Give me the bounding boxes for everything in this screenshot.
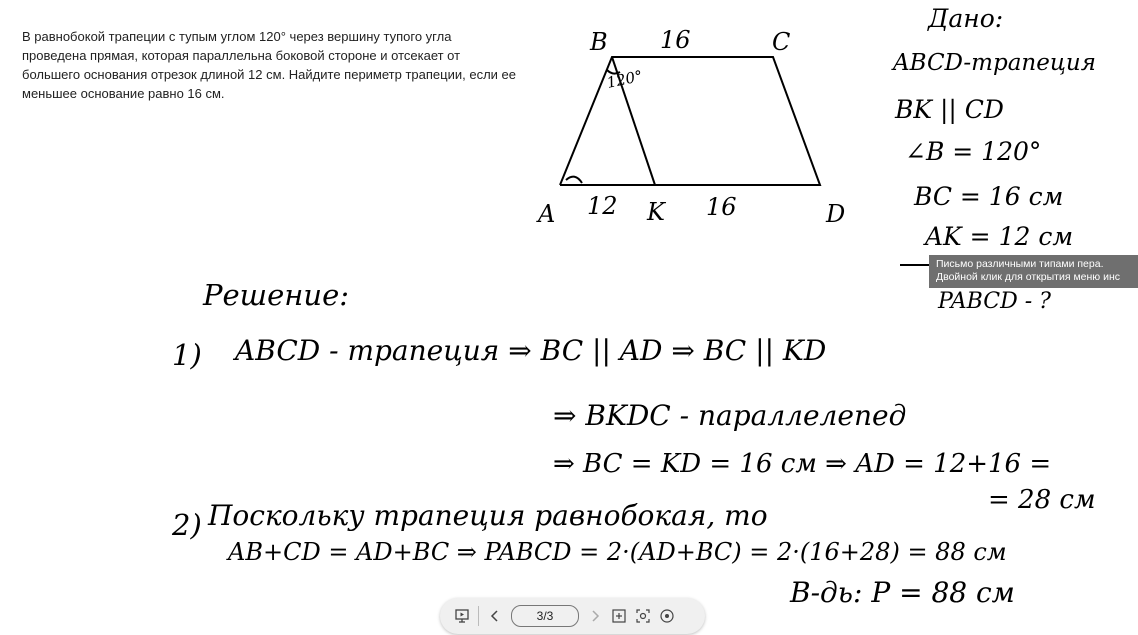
given-line-4: BC = 16 см xyxy=(914,182,1064,211)
next-page-icon[interactable] xyxy=(583,604,607,628)
step1-line-b: ⇒ BKDC - параллелепед xyxy=(553,399,907,432)
page-toolbar xyxy=(440,598,705,634)
trapezoid-figure xyxy=(560,57,820,185)
pointer-icon[interactable] xyxy=(655,604,679,628)
page-indicator[interactable]: 3/3 xyxy=(511,605,579,627)
problem-statement: В равнобокой трапеции с тупым углом 120° через вершину тупого угла проведена прямая, которая параллельна боковой стороне и отсекает от большего основания отрезок длиной 12 см. Найдите периметр трапеции, если ее меньшее основание равно 16 см. xyxy=(22,29,516,101)
label-b: B xyxy=(590,28,608,56)
presentation-icon[interactable] xyxy=(450,604,474,628)
given-line-5: AK = 12 см xyxy=(925,222,1074,251)
toolbar-divider xyxy=(478,606,479,626)
add-page-icon[interactable] xyxy=(607,604,631,628)
solution-title: Решение: xyxy=(203,278,350,312)
given-title: Дано: xyxy=(928,4,1004,33)
prev-page-icon[interactable] xyxy=(483,604,507,628)
label-kd-length: 16 xyxy=(706,193,737,221)
label-ak-length: 12 xyxy=(587,192,618,220)
given-line-3: ∠B = 120° xyxy=(905,137,1042,166)
given-line-6: PABCD - ? xyxy=(938,289,1051,314)
pen-tooltip xyxy=(929,255,1138,288)
step2-number: 2) xyxy=(172,508,202,542)
answer-line: В-дь: P = 88 см xyxy=(790,576,1015,609)
tooltip-line-2: Двойной клик для открытия меню инс xyxy=(936,271,1121,283)
tooltip-line-1: Письмо различными типами пера. xyxy=(936,258,1104,270)
label-c: C xyxy=(772,28,791,56)
given-line-2: BK || CD xyxy=(895,95,1004,124)
screenshot-icon[interactable] xyxy=(631,604,655,628)
label-angle: 120° xyxy=(605,66,645,92)
step1-line-c: ⇒ BC = KD = 16 см ⇒ AD = 12+16 = xyxy=(553,449,1052,479)
step1-line-a: ABCD - трапеция ⇒ BC || AD ⇒ BC || KD xyxy=(235,334,827,367)
label-d: D xyxy=(826,200,846,228)
label-bc-length: 16 xyxy=(660,26,691,54)
step2-line-a: Поскольку трапеция равнобокая, то xyxy=(208,499,768,532)
step1-number: 1) xyxy=(172,338,202,372)
label-k: K xyxy=(647,198,665,226)
step1-line-d: = 28 см xyxy=(988,485,1096,515)
label-a: A xyxy=(538,200,556,228)
angle-arc-a xyxy=(566,177,582,183)
step2-line-b: AB+CD = AD+BC ⇒ PABCD = 2·(AD+BC) = 2·(16+28) = 88 см xyxy=(228,538,1007,566)
trapezoid-outline xyxy=(560,57,820,185)
given-line-1: ABCD-трапеция xyxy=(893,50,1096,76)
